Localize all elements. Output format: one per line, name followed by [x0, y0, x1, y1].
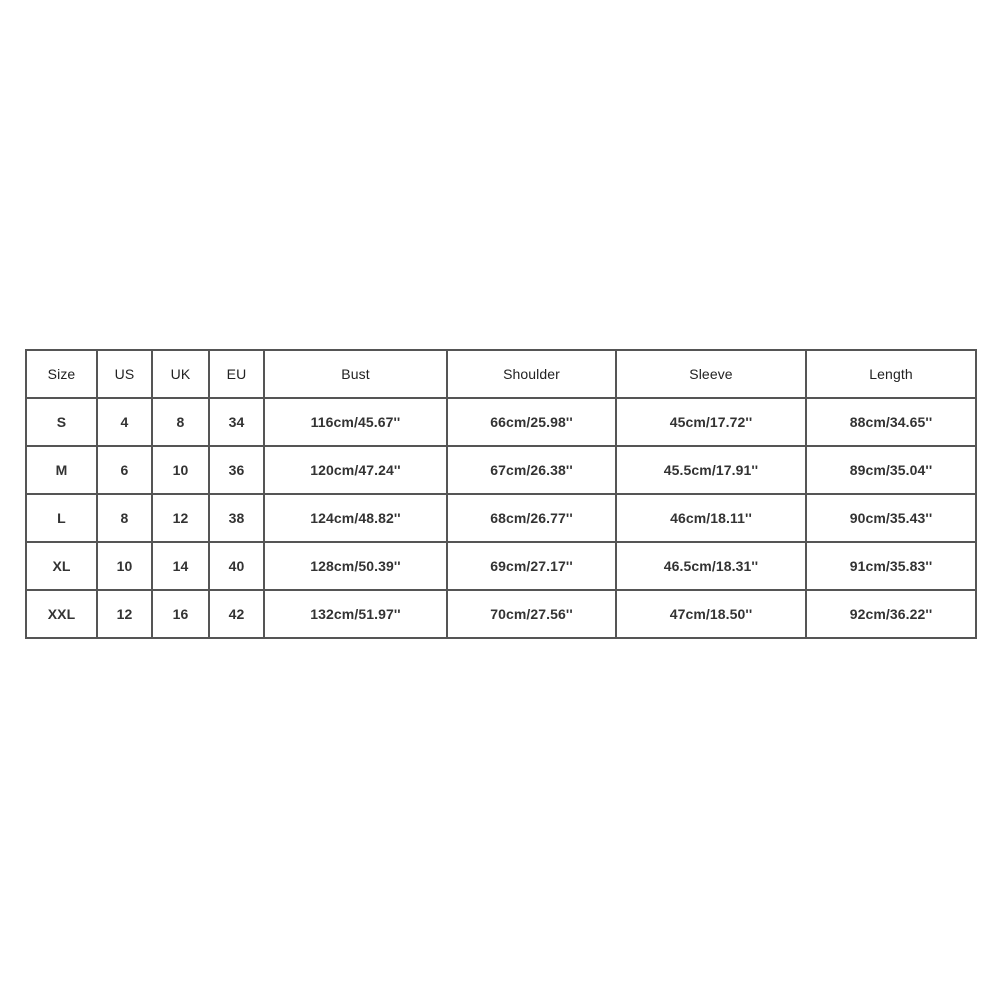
cell-bust: 128cm/50.39'' — [264, 542, 447, 590]
table-row — [26, 494, 976, 542]
cell-uk: 12 — [152, 494, 209, 542]
table-header-row — [26, 350, 976, 398]
cell-us: 6 — [97, 446, 152, 494]
cell-us: 10 — [97, 542, 152, 590]
cell-sleeve: 47cm/18.50'' — [616, 590, 806, 638]
cell-uk: 16 — [152, 590, 209, 638]
cell-sleeve: 45.5cm/17.91'' — [616, 446, 806, 494]
cell-us: 8 — [97, 494, 152, 542]
cell-bust: 132cm/51.97'' — [264, 590, 447, 638]
cell-eu: 36 — [209, 446, 264, 494]
cell-bust: 120cm/47.24'' — [264, 446, 447, 494]
cell-shoulder: 67cm/26.38'' — [447, 446, 616, 494]
cell-size: XXL — [26, 590, 97, 638]
cell-shoulder: 70cm/27.56'' — [447, 590, 616, 638]
cell-shoulder: 69cm/27.17'' — [447, 542, 616, 590]
cell-sleeve: 45cm/17.72'' — [616, 398, 806, 446]
size-chart-table — [25, 349, 977, 639]
cell-shoulder: 66cm/25.98'' — [447, 398, 616, 446]
header-sleeve: Sleeve — [616, 350, 806, 398]
cell-uk: 8 — [152, 398, 209, 446]
table-row — [26, 398, 976, 446]
cell-us: 4 — [97, 398, 152, 446]
table-row — [26, 446, 976, 494]
cell-size: XL — [26, 542, 97, 590]
cell-eu: 42 — [209, 590, 264, 638]
cell-size: L — [26, 494, 97, 542]
cell-length: 90cm/35.43'' — [806, 494, 976, 542]
header-us: US — [97, 350, 152, 398]
cell-sleeve: 46cm/18.11'' — [616, 494, 806, 542]
cell-eu: 40 — [209, 542, 264, 590]
cell-length: 88cm/34.65'' — [806, 398, 976, 446]
cell-sleeve: 46.5cm/18.31'' — [616, 542, 806, 590]
cell-shoulder: 68cm/26.77'' — [447, 494, 616, 542]
cell-length: 89cm/35.04'' — [806, 446, 976, 494]
cell-size: M — [26, 446, 97, 494]
table-row — [26, 590, 976, 638]
cell-length: 92cm/36.22'' — [806, 590, 976, 638]
header-bust: Bust — [264, 350, 447, 398]
cell-uk: 14 — [152, 542, 209, 590]
cell-bust: 124cm/48.82'' — [264, 494, 447, 542]
header-uk: UK — [152, 350, 209, 398]
header-shoulder: Shoulder — [447, 350, 616, 398]
cell-eu: 34 — [209, 398, 264, 446]
header-length: Length — [806, 350, 976, 398]
cell-length: 91cm/35.83'' — [806, 542, 976, 590]
cell-us: 12 — [97, 590, 152, 638]
header-eu: EU — [209, 350, 264, 398]
cell-eu: 38 — [209, 494, 264, 542]
table-row — [26, 542, 976, 590]
header-size: Size — [26, 350, 97, 398]
cell-bust: 116cm/45.67'' — [264, 398, 447, 446]
cell-size: S — [26, 398, 97, 446]
cell-uk: 10 — [152, 446, 209, 494]
